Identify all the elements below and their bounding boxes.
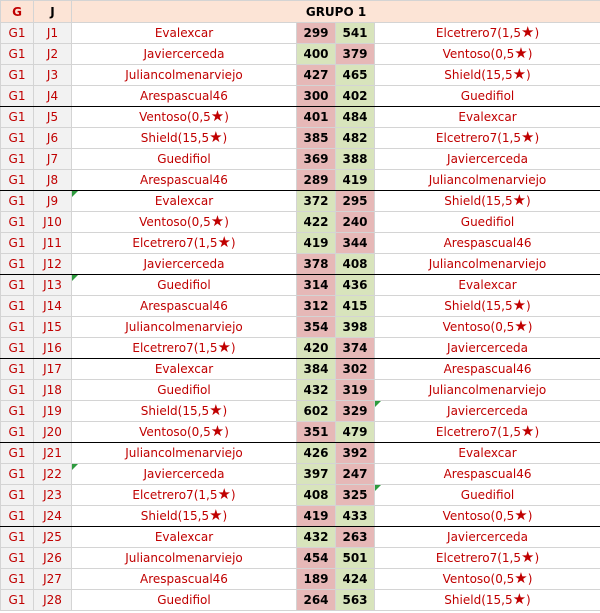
match-row [1,170,600,191]
match-row [1,317,600,338]
header-row [1,1,600,23]
home-score-cell[interactable]: 408 [297,485,336,506]
away-player-cell[interactable]: Javiercerceda [375,149,600,170]
star-icon: ★ [209,401,223,419]
group-cell[interactable]: G1 [1,191,34,212]
home-score-cell[interactable]: 420 [297,338,336,359]
home-score-cell[interactable]: 372 [297,191,336,212]
away-score-cell[interactable]: 392 [336,443,375,464]
round-cell[interactable]: J17 [34,359,72,380]
round-cell[interactable]: J23 [34,485,72,506]
star-icon: ★ [514,506,528,524]
away-score-cell[interactable]: 465 [336,65,375,86]
away-score-cell[interactable]: 398 [336,317,375,338]
header-j[interactable]: J [34,1,72,23]
away-score-cell[interactable]: 374 [336,338,375,359]
group-cell[interactable]: G1 [1,527,34,548]
away-score-cell[interactable]: 295 [336,191,375,212]
round-cell[interactable]: J5 [34,107,72,128]
home-player-cell[interactable]: Elcetrero7(1,5★) [72,485,297,506]
star-icon: ★ [514,569,528,587]
comment-indicator-icon [375,401,381,407]
home-score-cell[interactable]: 189 [297,569,336,590]
away-player-cell[interactable]: Juliancolmenarviejo [375,170,600,191]
round-cell[interactable]: J26 [34,548,72,569]
round-cell[interactable]: J9 [34,191,72,212]
home-player-cell[interactable]: Javiercerceda [72,464,297,485]
round-cell[interactable]: J12 [34,254,72,275]
home-score-cell[interactable]: 454 [297,548,336,569]
star-icon: ★ [520,548,535,566]
home-player-cell[interactable]: Shield(15,5★) [72,128,297,149]
home-player-cell[interactable]: Javiercerceda [72,254,297,275]
away-player-cell[interactable]: Elcetrero7(1,5★) [375,422,600,443]
round-cell[interactable]: J27 [34,569,72,590]
home-player-cell[interactable]: Shield(15,5★) [72,506,297,527]
away-player-cell[interactable]: Elcetrero7(1,5★) [375,128,600,149]
away-player-cell[interactable]: Juliancolmenarviejo [375,254,600,275]
group-cell[interactable]: G1 [1,380,34,401]
away-score-cell[interactable]: 247 [336,464,375,485]
home-player-cell[interactable]: Evalexcar [72,23,297,44]
home-score-cell[interactable]: 426 [297,443,336,464]
group-cell[interactable]: G1 [1,296,34,317]
match-row [1,86,600,107]
away-score-cell[interactable]: 484 [336,107,375,128]
match-row [1,590,600,611]
results-body [1,23,600,611]
home-player-cell[interactable]: Guedifiol [72,275,297,296]
match-row [1,44,600,65]
home-player-cell[interactable]: Shield(15,5★) [72,401,297,422]
group-cell[interactable]: G1 [1,128,34,149]
round-cell[interactable]: J6 [34,128,72,149]
match-row [1,65,600,86]
away-score-cell[interactable]: 482 [336,128,375,149]
home-score-cell[interactable]: 300 [297,86,336,107]
round-cell[interactable]: J14 [34,296,72,317]
home-score-cell[interactable]: 314 [297,275,336,296]
home-score-cell[interactable]: 369 [297,149,336,170]
group-cell[interactable]: G1 [1,485,34,506]
home-score-cell[interactable]: 264 [297,590,336,611]
star-icon: ★ [512,296,527,314]
star-icon: ★ [520,23,535,41]
round-cell[interactable]: J1 [34,23,72,44]
group-cell[interactable]: G1 [1,44,34,65]
round-cell[interactable]: J8 [34,170,72,191]
away-score-cell[interactable]: 433 [336,506,375,527]
away-player-cell[interactable]: Evalexcar [375,275,600,296]
group-cell[interactable]: G1 [1,422,34,443]
group-cell[interactable]: G1 [1,212,34,233]
home-score-cell[interactable]: 299 [297,23,336,44]
home-player-cell[interactable]: Ventoso(0,5★) [72,212,297,233]
away-player-cell[interactable]: Elcetrero7(1,5★) [375,548,600,569]
group-cell[interactable]: G1 [1,86,34,107]
away-score-cell[interactable]: 419 [336,170,375,191]
group-cell[interactable]: G1 [1,65,34,86]
group-cell[interactable]: G1 [1,107,34,128]
match-row [1,338,600,359]
away-player-cell[interactable]: Guedifiol [375,86,600,107]
comment-indicator-icon [72,275,78,281]
star-icon: ★ [514,317,528,335]
match-row [1,548,600,569]
match-row [1,401,600,422]
group-cell[interactable]: G1 [1,233,34,254]
home-player-cell[interactable]: Guedifiol [72,149,297,170]
home-score-cell[interactable]: 401 [297,107,336,128]
away-score-cell[interactable]: 424 [336,569,375,590]
group-cell[interactable]: G1 [1,338,34,359]
home-player-cell[interactable]: Elcetrero7(1,5★) [72,338,297,359]
star-icon: ★ [217,485,231,503]
match-row [1,149,600,170]
away-player-cell[interactable]: Guedifiol [375,212,600,233]
away-score-cell[interactable]: 302 [336,359,375,380]
group-cell[interactable]: G1 [1,443,34,464]
round-cell[interactable]: J11 [34,233,72,254]
match-row [1,254,600,275]
home-score-cell[interactable]: 422 [297,212,336,233]
away-score-cell[interactable]: 402 [336,86,375,107]
away-player-cell[interactable]: Shield(15,5★) [375,191,600,212]
home-score-cell[interactable]: 384 [297,359,336,380]
round-cell[interactable]: J21 [34,443,72,464]
home-player-cell[interactable]: Ventoso(0,5★) [72,422,297,443]
away-score-cell[interactable]: 329 [336,401,375,422]
round-cell[interactable]: J20 [34,422,72,443]
round-cell[interactable]: J7 [34,149,72,170]
away-player-cell[interactable]: Juliancolmenarviejo [375,380,600,401]
away-player-cell[interactable]: Javiercerceda [375,338,600,359]
home-player-cell[interactable]: Arespascual46 [72,170,297,191]
home-score-cell[interactable]: 397 [297,464,336,485]
away-score-cell[interactable]: 541 [336,23,375,44]
away-score-cell[interactable]: 415 [336,296,375,317]
group-cell[interactable]: G1 [1,23,34,44]
round-cell[interactable]: J18 [34,380,72,401]
home-player-cell[interactable]: Arespascual46 [72,569,297,590]
group-cell[interactable]: G1 [1,317,34,338]
away-score-cell[interactable]: 408 [336,254,375,275]
round-cell[interactable]: J3 [34,65,72,86]
group-cell[interactable]: G1 [1,275,34,296]
away-player-cell[interactable]: Javiercerceda [375,401,600,422]
match-row [1,422,600,443]
away-player-cell[interactable]: Evalexcar [375,443,600,464]
group-cell[interactable]: G1 [1,359,34,380]
away-player-cell[interactable]: Arespascual46 [375,233,600,254]
away-player-cell[interactable]: Shield(15,5★) [375,296,600,317]
round-cell[interactable]: J10 [34,212,72,233]
away-score-cell[interactable]: 436 [336,275,375,296]
star-icon: ★ [210,107,225,125]
away-score-cell[interactable]: 240 [336,212,375,233]
home-player-cell[interactable]: Guedifiol [72,380,297,401]
star-icon: ★ [217,338,231,356]
home-score-cell[interactable]: 419 [297,233,336,254]
group-cell[interactable]: G1 [1,569,34,590]
home-score-cell[interactable]: 385 [297,128,336,149]
away-player-cell[interactable]: Arespascual46 [375,464,600,485]
star-icon: ★ [210,422,225,440]
match-row [1,359,600,380]
home-score-cell[interactable]: 432 [297,380,336,401]
round-cell[interactable]: J28 [34,590,72,611]
home-player-cell[interactable]: Arespascual46 [72,296,297,317]
match-row [1,212,600,233]
match-row [1,107,600,128]
match-row [1,191,600,212]
home-player-cell[interactable]: Guedifiol [72,590,297,611]
away-player-cell[interactable]: Ventoso(0,5★) [375,569,600,590]
away-player-cell[interactable]: Ventoso(0,5★) [375,506,600,527]
header-g[interactable]: G [1,1,34,23]
home-score-cell[interactable]: 602 [297,401,336,422]
match-row [1,506,600,527]
away-player-cell[interactable]: Ventoso(0,5★) [375,317,600,338]
match-row [1,296,600,317]
home-player-cell[interactable]: Elcetrero7(1,5★) [72,233,297,254]
match-row [1,233,600,254]
star-icon: ★ [217,233,231,251]
round-cell[interactable]: J25 [34,527,72,548]
group-cell[interactable]: G1 [1,506,34,527]
group-cell[interactable]: G1 [1,254,34,275]
round-cell[interactable]: J19 [34,401,72,422]
star-icon: ★ [520,128,535,146]
away-player-cell[interactable]: Shield(15,5★) [375,590,600,611]
away-player-cell[interactable]: Arespascual46 [375,359,600,380]
match-row [1,443,600,464]
home-score-cell[interactable]: 354 [297,317,336,338]
round-cell[interactable]: J24 [34,506,72,527]
home-player-cell[interactable]: Evalexcar [72,191,297,212]
away-score-cell[interactable]: 379 [336,44,375,65]
round-cell[interactable]: J2 [34,44,72,65]
group-cell[interactable]: G1 [1,149,34,170]
home-score-cell[interactable]: 432 [297,527,336,548]
match-row [1,527,600,548]
home-score-cell[interactable]: 427 [297,65,336,86]
away-score-cell[interactable]: 388 [336,149,375,170]
round-cell[interactable]: J16 [34,338,72,359]
star-icon: ★ [520,422,535,440]
star-icon: ★ [210,212,225,230]
star-icon: ★ [512,65,527,83]
comment-indicator-icon [375,485,381,491]
round-cell[interactable]: J4 [34,86,72,107]
home-score-cell[interactable]: 289 [297,170,336,191]
away-player-cell[interactable]: Javiercerceda [375,527,600,548]
round-cell[interactable]: J13 [34,275,72,296]
home-score-cell[interactable]: 419 [297,506,336,527]
away-score-cell[interactable]: 344 [336,233,375,254]
away-score-cell[interactable]: 501 [336,548,375,569]
group-title[interactable]: GRUPO 1 [72,1,600,23]
group-cell[interactable]: G1 [1,464,34,485]
match-row [1,275,600,296]
group-cell[interactable]: G1 [1,590,34,611]
round-cell[interactable]: J15 [34,317,72,338]
away-player-cell[interactable]: Guedifiol [375,485,600,506]
comment-indicator-icon [72,464,78,470]
star-icon: ★ [209,128,223,146]
home-player-cell[interactable]: Juliancolmenarviejo [72,317,297,338]
away-score-cell[interactable]: 479 [336,422,375,443]
comment-indicator-icon [72,191,78,197]
star-icon: ★ [512,590,527,608]
home-player-cell[interactable]: Ventoso(0,5★) [72,107,297,128]
away-player-cell[interactable]: Evalexcar [375,107,600,128]
home-player-cell[interactable]: Juliancolmenarviejo [72,548,297,569]
home-score-cell[interactable]: 400 [297,44,336,65]
home-score-cell[interactable]: 312 [297,296,336,317]
match-row [1,485,600,506]
away-score-cell[interactable]: 563 [336,590,375,611]
home-player-cell[interactable]: Javiercerceda [72,44,297,65]
star-icon: ★ [514,44,528,62]
away-player-cell[interactable]: Elcetrero7(1,5★) [375,23,600,44]
away-score-cell[interactable]: 319 [336,380,375,401]
group-cell[interactable]: G1 [1,401,34,422]
group-cell[interactable]: G1 [1,170,34,191]
home-player-cell[interactable]: Evalexcar [72,359,297,380]
round-cell[interactable]: J22 [34,464,72,485]
away-player-cell[interactable]: Shield(15,5★) [375,65,600,86]
home-player-cell[interactable]: Evalexcar [72,527,297,548]
match-row [1,464,600,485]
away-player-cell[interactable]: Ventoso(0,5★) [375,44,600,65]
group-cell[interactable]: G1 [1,548,34,569]
home-score-cell[interactable]: 351 [297,422,336,443]
match-row [1,380,600,401]
home-score-cell[interactable]: 378 [297,254,336,275]
match-row [1,23,600,44]
home-player-cell[interactable]: Juliancolmenarviejo [72,443,297,464]
away-score-cell[interactable]: 263 [336,527,375,548]
home-player-cell[interactable]: Arespascual46 [72,86,297,107]
home-player-cell[interactable]: Juliancolmenarviejo [72,65,297,86]
match-row [1,569,600,590]
away-score-cell[interactable]: 325 [336,485,375,506]
match-row [1,128,600,149]
star-icon: ★ [209,506,223,524]
star-icon: ★ [512,191,527,209]
